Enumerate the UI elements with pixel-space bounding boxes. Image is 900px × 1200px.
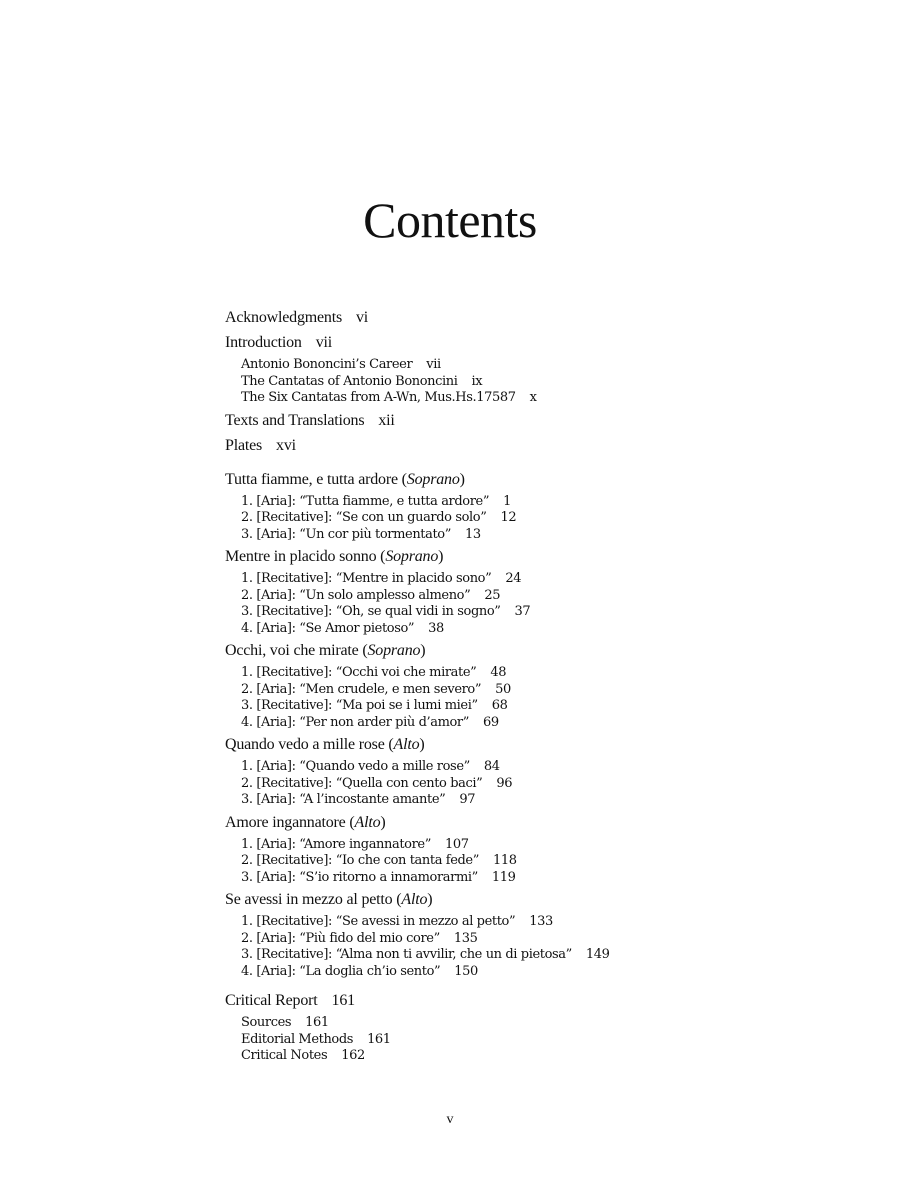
entry-label: 3. [Aria]: “Un cor più tormentato”: [241, 526, 451, 542]
cantata-name: Occhi, voi che mirate: [225, 642, 359, 659]
entry-page: 50: [495, 681, 511, 697]
page-title: Contents: [363, 192, 537, 248]
entry-page: 12: [500, 510, 517, 525]
movement-entry[interactable]: [225, 698, 785, 715]
movement-entry[interactable]: [225, 870, 785, 887]
movement-entry[interactable]: [225, 776, 785, 793]
critical-report-sections: [225, 1015, 785, 1065]
entry-label: 1. [Recitative]: “Occhi voi che mirate”: [241, 665, 477, 680]
movement-entry[interactable]: [225, 837, 785, 854]
cantata-name: Mentre in placido sonno: [225, 548, 377, 565]
entry-label: Critical Notes: [241, 1048, 328, 1063]
cantata-title[interactable]: Quando vedo a mille rose (Alto): [225, 736, 425, 753]
entry-page: vi: [355, 309, 369, 326]
entry-page: 69: [483, 714, 499, 730]
toc-subentry[interactable]: [225, 1048, 785, 1065]
entry-label: Editorial Methods: [241, 1031, 354, 1047]
movement-entry[interactable]: [225, 588, 785, 605]
cantata-name: Tutta fiamme, e tutta ardore: [225, 470, 398, 488]
toc-subentry[interactable]: [225, 1032, 785, 1049]
entry-label: Acknowledgments: [225, 309, 342, 326]
movement-entry[interactable]: [225, 665, 785, 682]
toc-subentry[interactable]: [225, 390, 785, 407]
table-of-contents: [225, 304, 785, 1067]
movement-entry[interactable]: [225, 759, 785, 776]
cantata-name: Quando vedo a mille rose: [225, 736, 385, 753]
movement-entry[interactable]: [225, 931, 785, 948]
voice-type: Alto: [393, 736, 420, 753]
toc-entry-plates[interactable]: [225, 435, 785, 457]
entry-label: 2. [Recitative]: “Se con un guardo solo”: [241, 510, 487, 525]
entry-page: 150: [454, 963, 478, 979]
movement-entry[interactable]: [225, 792, 785, 809]
entry-label: 3. [Aria]: “A l’incostante amante”: [241, 792, 446, 807]
cantata-title[interactable]: Mentre in placido sonno (Soprano): [225, 548, 444, 565]
voice-type: Soprano: [367, 642, 421, 659]
entry-page: 133: [529, 914, 553, 929]
entry-page: 38: [428, 620, 444, 636]
toc-entry-acknowledgments[interactable]: [225, 307, 785, 329]
entry-label: Sources: [241, 1015, 292, 1030]
entry-label: 3. [Recitative]: “Ma poi se i lumi miei”: [241, 698, 478, 713]
movement-entry[interactable]: [225, 914, 785, 931]
entry-label: 4. [Aria]: “La doglia ch’io sento”: [241, 963, 441, 979]
entry-page: ix: [471, 373, 483, 389]
movement-entry[interactable]: [225, 527, 785, 544]
movement-entry[interactable]: [225, 682, 785, 699]
entry-page: 68: [491, 698, 508, 713]
movement-entry[interactable]: [225, 571, 785, 588]
movement-list: [225, 759, 785, 809]
movement-list: [225, 914, 785, 980]
entry-label: 2. [Aria]: “Più fido del mio core”: [241, 930, 440, 946]
movement-entry[interactable]: [225, 964, 785, 981]
entry-label: 1. [Recitative]: “Mentre in placido sono”: [241, 571, 492, 586]
entry-page: 13: [464, 526, 481, 542]
entry-page: 84: [483, 759, 500, 774]
entry-label: 3. [Recitative]: “Alma non ti avvilir, che un di pietosa”: [241, 947, 572, 962]
movement-entry[interactable]: [225, 510, 785, 527]
entry-page: 135: [453, 930, 478, 946]
entry-page: 149: [585, 947, 610, 962]
entry-page: 161: [305, 1015, 329, 1030]
entry-page: 37: [514, 604, 531, 619]
movement-entry[interactable]: [225, 604, 785, 621]
entry-label: Introduction: [225, 334, 302, 351]
entry-page: 1: [503, 493, 511, 509]
toc-subentry[interactable]: [225, 1015, 785, 1032]
entry-page: 161: [331, 992, 355, 1009]
introduction-sections: [225, 357, 785, 407]
entry-label: 2. [Recitative]: “Io che con tanta fede”: [241, 853, 479, 868]
entry-page: 162: [341, 1048, 365, 1063]
cantata-name: Se avessi in mezzo al petto: [225, 891, 393, 908]
movement-list: [225, 494, 785, 544]
toc-subentry[interactable]: [225, 357, 785, 374]
entry-label: 1. [Aria]: “Amore ingannatore”: [241, 836, 431, 852]
entry-label: 4. [Aria]: “Se Amor pietoso”: [241, 620, 415, 636]
entry-page: vii: [426, 357, 441, 372]
entry-label: 2. [Recitative]: “Quella con cento baci”: [241, 775, 483, 791]
entry-page: 118: [492, 853, 517, 868]
entry-label: Critical Report: [225, 992, 318, 1009]
page-number: v: [446, 1112, 454, 1127]
cantata-title[interactable]: Se avessi in mezzo al petto (Alto): [225, 891, 433, 908]
movement-entry[interactable]: [225, 494, 785, 511]
entry-label: Plates: [225, 436, 263, 454]
entry-label: 1. [Recitative]: “Se avessi in mezzo al petto”: [241, 914, 516, 929]
toc-entry-critical-report[interactable]: [225, 990, 785, 1012]
entry-label: 3. [Recitative]: “Oh, se qual vidi in sogno”: [241, 604, 501, 619]
entry-label: 4. [Aria]: “Per non arder più d’amor”: [241, 714, 469, 730]
movement-list: [225, 571, 785, 637]
cantata-title[interactable]: Occhi, voi che mirate (Soprano): [225, 642, 426, 659]
entry-page: 48: [490, 665, 507, 680]
movement-entry[interactable]: [225, 947, 785, 964]
entry-label: 1. [Aria]: “Quando vedo a mille rose”: [241, 759, 470, 774]
cantata-name: Amore ingannatore: [225, 813, 346, 831]
voice-type: Alto: [354, 813, 381, 831]
entry-page: xvi: [276, 436, 296, 454]
voice-type: Alto: [401, 891, 428, 908]
entry-page: 161: [367, 1031, 391, 1047]
voice-type: Soprano: [406, 470, 460, 488]
entry-label: Antonio Bononcini’s Career: [241, 357, 413, 372]
entry-label: 3. [Aria]: “S’io ritorno a innamorarmi”: [241, 869, 478, 885]
entry-label: 2. [Aria]: “Un solo amplesso almeno”: [241, 587, 471, 603]
toc-entry-texts-and-translations[interactable]: [225, 410, 785, 432]
movement-entry[interactable]: [225, 621, 785, 638]
cantata-title[interactable]: Amore ingannatore (Alto): [225, 813, 386, 831]
entry-page: 97: [459, 792, 476, 807]
movement-list: [225, 665, 785, 731]
voice-type: Soprano: [385, 548, 439, 565]
movement-entry[interactable]: [225, 715, 785, 732]
toc-subentry[interactable]: [225, 374, 785, 391]
entry-page: 96: [496, 775, 513, 791]
entry-label: The Cantatas of Antonio Bononcini: [241, 373, 458, 389]
entry-page: vii: [315, 334, 332, 351]
entry-page: x: [529, 390, 537, 405]
toc-entry-introduction[interactable]: [225, 332, 785, 354]
entry-page: 119: [491, 869, 516, 885]
entry-page: 107: [444, 836, 469, 852]
entry-label: Texts and Translations: [225, 411, 365, 429]
entry-label: The Six Cantatas from A-Wn, Mus.Hs.17587: [241, 390, 516, 405]
movement-entry[interactable]: [225, 853, 785, 870]
entry-page: xii: [378, 411, 395, 429]
movement-list: [225, 837, 785, 887]
entry-label: 2. [Aria]: “Men crudele, e men severo”: [241, 681, 482, 697]
entry-label: 1. [Aria]: “Tutta fiamme, e tutta ardore”: [241, 493, 490, 509]
entry-page: 24: [505, 571, 522, 586]
cantata-title[interactable]: Tutta fiamme, e tutta ardore (Soprano): [225, 470, 465, 488]
entry-page: 25: [484, 587, 501, 603]
